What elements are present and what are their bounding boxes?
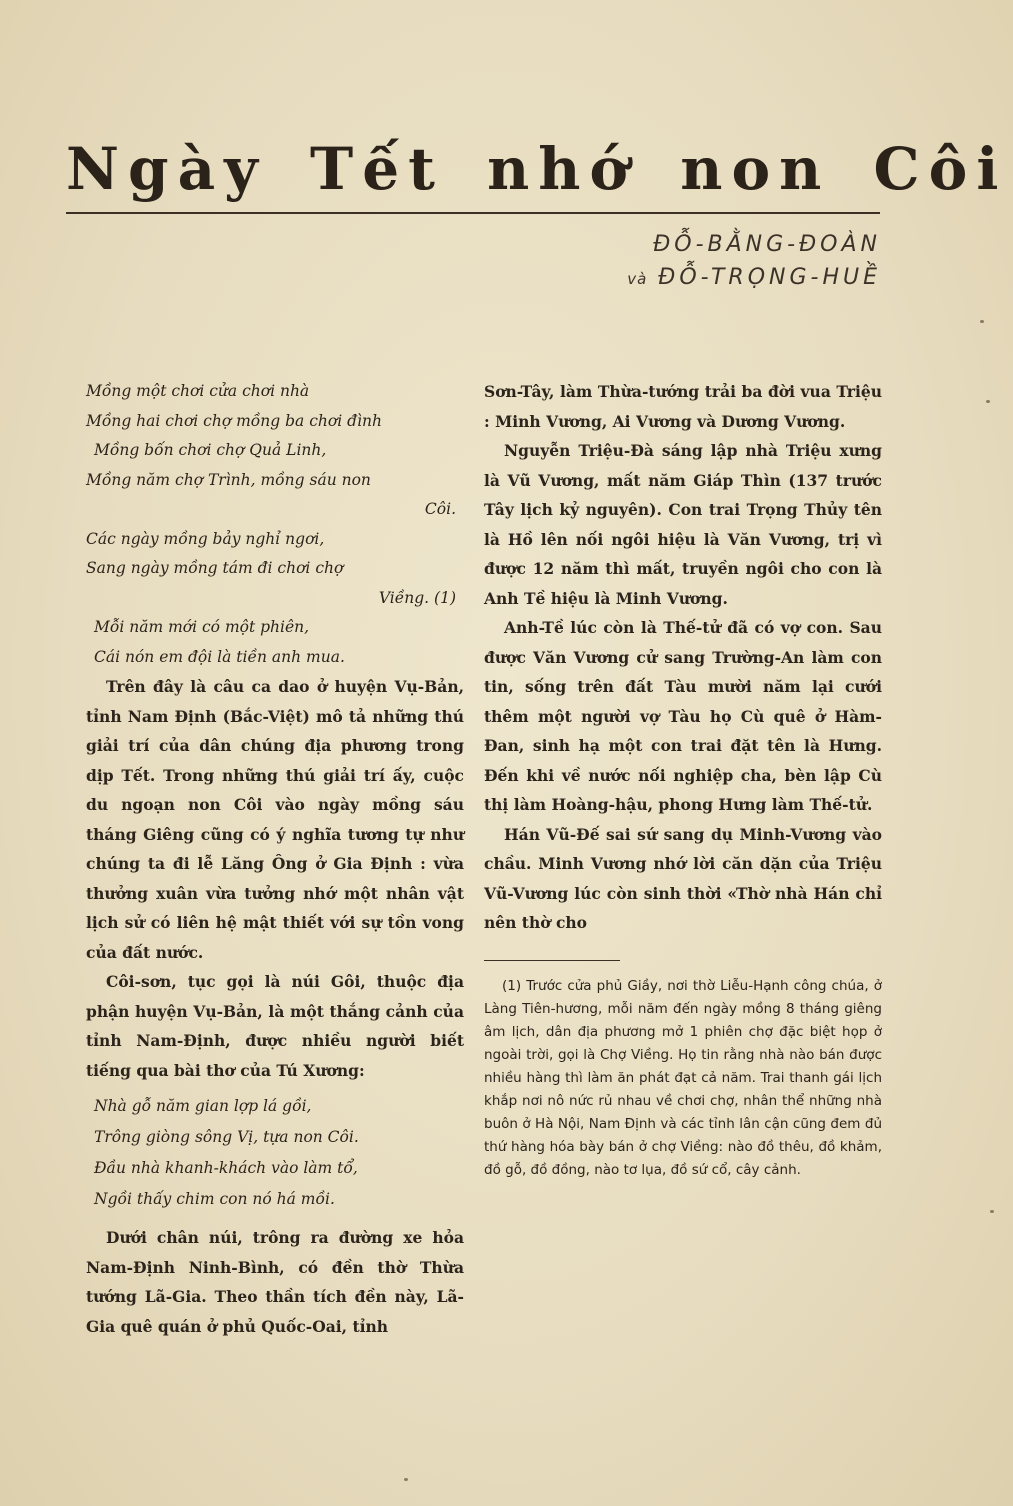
poem-line-text: Sang ngày mồng tám đi chơi chợ <box>86 559 344 577</box>
tu-xuong-poem <box>86 1091 464 1215</box>
opening-poem <box>86 377 464 672</box>
poem-line-continuation: Viềng. (1) <box>378 588 456 607</box>
paragraph: Côi-sơn, tục gọi là núi Gôi, thuộc địa phận huyện Vụ-Bản, là một thắng cảnh của tỉnh Nam-Định, được nhiều người biết tiếng qua bài thơ của Tú Xương: <box>86 972 464 1080</box>
poem-line: Cái nón em đội là tiền anh mua. <box>94 647 345 666</box>
author-1: ĐỖ-BẰNG-ĐOÀN <box>653 232 881 257</box>
paper-speck <box>404 1478 408 1481</box>
poem-line-text: Mồng năm chợ Trình, mồng sáu non <box>86 470 371 489</box>
paragraph: Anh-Tề lúc còn là Thế-tử đã có vợ con. Sau được Văn Vương cử sang Trường-An làm con tin, sống trên đất Tàu mười năm lại cưới thêm một người vợ Tàu họ Cù quê ở Hàm-Đan, sinh hạ một con trai đặt tên là Hưng. Đến khi về nước nối nghiệp cha, bèn lập Cù thị làm Hoàng-hậu, phong Hưng làm Thế-tử. <box>484 618 882 814</box>
poem-line-continuation: Côi. <box>424 500 456 518</box>
paragraph: Dưới chân núi, trông ra đường xe hỏa Nam-Định Ninh-Bình, có đền thờ Thừa tướng Lã-Gia. Theo thần tích đền này, Lã-Gia quê quán ở phủ Quốc-Oai, tỉnh <box>86 1228 464 1336</box>
poem-line: Đầu nhà khanh-khách vào làm tổ, <box>94 1159 358 1177</box>
author-2: ĐỖ-TRỌNG-HUỀ <box>658 265 881 290</box>
poem-line: Ngồi thấy chim con nó há mồi. <box>94 1190 335 1208</box>
footnote: (1) Trước cửa phủ Giầy, nơi thờ Liễu-Hạnh công chúa, ở Làng Tiên-hương, mỗi năm đến ngày mồng 8 tháng giêng âm lịch, dân địa phương mở 1 phiên chợ đặc biệt họp ở ngoài trời, gọi là Chợ Viềng. Họ tin rằng nhà nào bán được nhiều hàng thì làm ăn phát đạt cả năm. Trai thanh gái lịch khắp nơi nô nức rủ nhau về chơi chợ, nhân thể những nhà buôn ở Hà Nội, Nam Định và các tỉnh lân cận cũng đem đủ thứ hàng hóa bày bán ở chợ Viềng: nào đồ thêu, đồ khảm, đồ gỗ, đồ đồng, nào tơ lụa, đồ sứ cổ, cây cảnh. <box>484 977 882 1178</box>
paragraph: Nguyễn Triệu-Đà sáng lập nhà Triệu xưng là Vũ Vương, mất năm Giáp Thìn (137 trước Tây lịch kỷ nguyên). Con trai Trọng Thủy tên là Hồ lên nối ngôi hiệu là Văn Vương, trị vì được 12 năm thì mất, truyền ngôi cho con là Anh Tề hiệu là Minh Vương. <box>484 441 882 608</box>
poem-line <box>86 466 464 525</box>
paragraph: Hán Vũ-Đế sai sứ sang dụ Minh-Vương vào chầu. Minh Vương nhớ lời căn dặn của Triệu Vũ-Vương lúc còn sinh thời «Thờ nhà Hán chỉ nên thờ cho <box>484 824 882 932</box>
paper-speck <box>990 1210 994 1213</box>
paper-speck <box>986 400 990 403</box>
poem-line: Trông giòng sông Vị, tựa non Côi. <box>94 1128 359 1146</box>
poem-line: Các ngày mồng bảy nghỉ ngơi, <box>86 529 325 548</box>
left-column <box>86 377 464 1341</box>
right-column <box>484 377 882 1182</box>
author-conjunction: và <box>627 270 648 288</box>
poem-line <box>86 554 464 613</box>
poem-line: Mồng bốn chơi chợ Quả Linh, <box>94 441 327 459</box>
article-title: Ngày Tết nhớ non Côi <box>66 135 1008 203</box>
author-2-line <box>627 261 881 296</box>
title-rule <box>66 212 880 214</box>
paragraph: Sơn-Tây, làm Thừa-tướng trải ba đời vua Triệu : Minh Vương, Ai Vương và Dương Vương. <box>484 382 882 431</box>
paper-speck <box>980 320 984 323</box>
poem-line: Nhà gỗ năm gian lợp lá gồi, <box>94 1097 312 1115</box>
poem-line: Mồng hai chơi chợ mồng ba chơi đình <box>86 411 382 430</box>
poem-line: Mồng một chơi cửa chơi nhà <box>86 382 310 400</box>
footnote-rule <box>484 960 620 961</box>
paragraph: Trên đây là câu ca dao ở huyện Vụ-Bản, tỉnh Nam Định (Bắc-Việt) mô tả những thú giải trí của dân chúng địa phương trong dịp Tết. Trong những thú giải trí ấy, cuộc du ngoạn non Côi vào ngày mồng sáu tháng Giêng cũng có ý nghĩa tương tự như chúng ta đi lễ Lăng Ông ở Gia Định : vừa thưởng xuân vừa tưởng nhớ một nhân vật lịch sử có liên hệ mật thiết với sự tồn vong của đất nước. <box>86 677 464 962</box>
poem-line: Mỗi năm mới có một phiên, <box>94 618 310 636</box>
author-byline <box>627 228 881 296</box>
